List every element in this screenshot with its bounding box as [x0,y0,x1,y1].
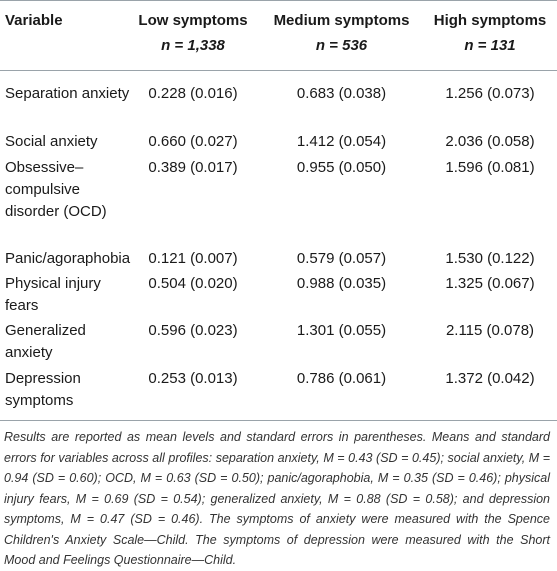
row-variable: Physical injury fears [5,275,101,314]
row-medium-value: 0.579 (0.057) [296,250,387,267]
row-low-value: 0.389 (0.017) [148,159,238,176]
row-high-value: 1.256 (0.073) [445,85,535,102]
row-high-value: 2.036 (0.058) [445,133,535,150]
header-high-n: n = 131 [464,37,516,54]
row-low-value: 0.504 (0.020) [148,275,238,292]
table-footnote: Results are reported as mean levels and standard errors in parentheses. Means and standard errors for variables across all profiles: separation anxiety, M = 0.43 (SD = 0.45); social anxiety, M = 0.94 (SD = 0.60); OCD, M = 0.63 (SD = 0.50); panic/agoraphobia, M = 0.35 (SD = 0.46); physical injury fears, M = 0.69 (SD = 0.54); generalized anxiety, M = 0.88 (SD = 0.58); and depression symptoms, M = 0.47 (SD = 0.46). The symptoms of anxiety were measured with the Spence Children's Anxiety Scale—Child. The symptoms of depression were measured with the Short Mood and Feelings Questionnaire—Child. [4,430,550,567]
header-high-symptoms: High symptoms [433,12,547,29]
row-medium-value: 0.786 (0.061) [296,370,387,387]
row-high-value: 2.115 (0.078) [445,322,535,339]
header-medium-n: n = 536 [315,37,368,54]
header-low-symptoms: Low symptoms [138,12,248,29]
row-low-value: 0.660 (0.027) [148,133,238,150]
row-low-value: 0.228 (0.016) [148,85,238,102]
header-variable: Variable [5,12,63,29]
row-medium-value: 0.955 (0.050) [296,159,387,176]
header-low-n: n = 1,338 [161,37,225,54]
table-bottom-rule [0,420,557,421]
row-high-value: 1.530 (0.122) [445,250,535,267]
row-variable: Panic/agoraphobia [5,250,131,267]
row-high-value: 1.596 (0.081) [445,159,535,176]
header-medium-symptoms: Medium symptoms [273,12,410,29]
row-variable: Social anxiety [5,133,98,150]
header-bottom-rule [0,70,557,71]
row-low-value: 0.596 (0.023) [148,322,238,339]
row-variable: Separation anxiety [5,85,130,102]
row-medium-value: 1.412 (0.054) [296,133,387,150]
row-variable: Obsessive–compulsive disorder (OCD) [5,159,107,220]
table-top-rule [0,0,557,1]
row-variable: Depression symptoms [5,370,81,409]
row-medium-value: 0.683 (0.038) [296,85,387,102]
row-high-value: 1.372 (0.042) [445,370,535,387]
row-high-value: 1.325 (0.067) [445,275,535,292]
row-variable: Generalized anxiety [5,322,86,361]
row-low-value: 0.121 (0.007) [148,250,238,267]
row-low-value: 0.253 (0.013) [148,370,238,387]
row-medium-value: 1.301 (0.055) [296,322,387,339]
row-medium-value: 0.988 (0.035) [296,275,387,292]
